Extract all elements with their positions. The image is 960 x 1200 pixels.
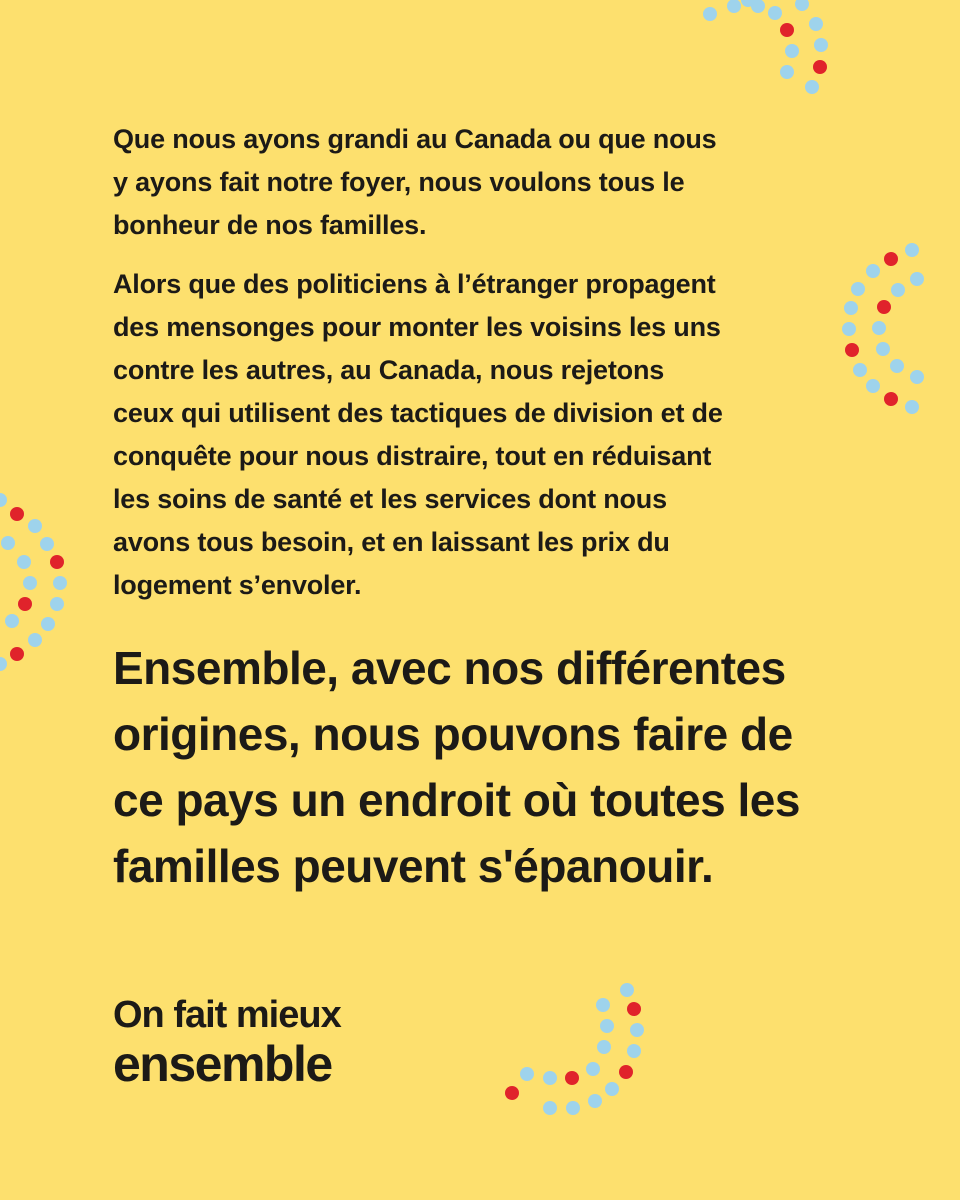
logo-line-1: On fait mieux xyxy=(113,994,341,1036)
headline: Ensemble, avec nos différentes origines, nous pouvons faire de ce pays un endroit où toutes les familles peuvent s'épanouir. xyxy=(113,642,800,892)
dotted-arc-bottom xyxy=(505,983,644,1115)
main-content xyxy=(113,118,913,899)
body-paragraph: Alors que des politiciens à l’étranger propagent des mensonges pour monter les voisins les uns contre les autres, au Canada, nous rejetons ceux qui utilisent des tactiques de division et de conquête pour nous distraire, tout en réduisant les soins de santé et les services dont nous avons tous besoin, et en laissant les prix du logement s’envoler. xyxy=(113,269,723,600)
intro-paragraph: Que nous ayons grandi au Canada ou que nous y ayons fait notre foyer, nous voulons tous le bonheur de nos familles. xyxy=(113,124,717,240)
dotted-arc-top-right xyxy=(703,0,828,94)
logo-line-2: ensemble xyxy=(113,1036,332,1092)
dotted-arc-left xyxy=(0,493,67,671)
campaign-logo xyxy=(113,992,341,1090)
